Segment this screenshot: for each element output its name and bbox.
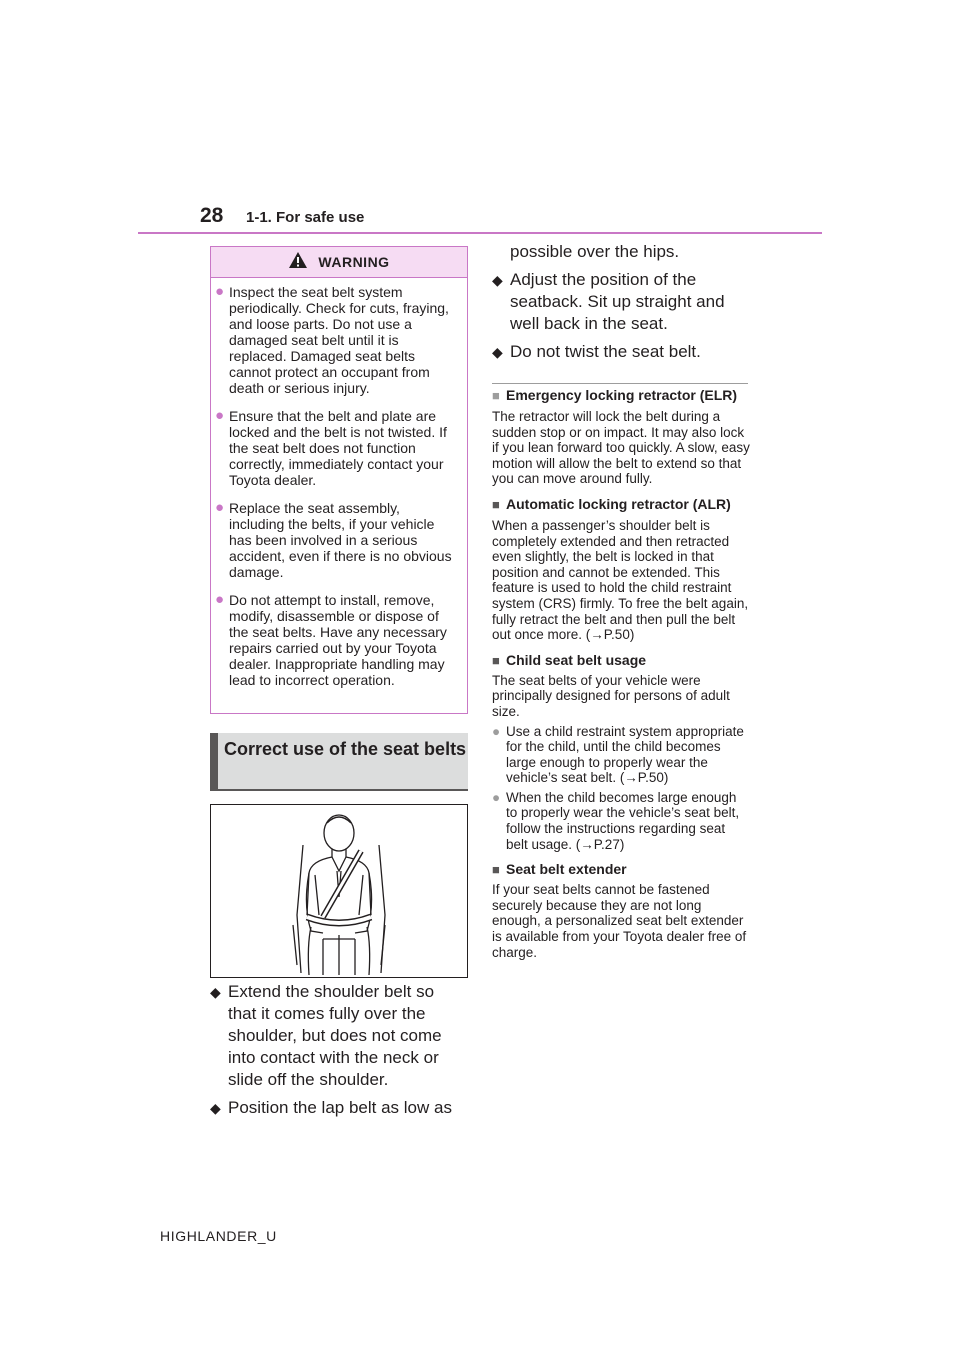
- bullet-dot-icon: ●: [492, 723, 501, 739]
- warning-item: [215, 284, 459, 396]
- section-heading: Correct use of the seat belts: [210, 733, 468, 790]
- square-bullet-icon: ■: [492, 862, 500, 878]
- warning-item: [215, 592, 459, 688]
- diamond-bullet-icon: ◆: [492, 344, 503, 360]
- square-bullet-icon: ■: [492, 388, 500, 403]
- list-item-text: Do not twist the seat belt.: [510, 342, 701, 361]
- warning-item-text: Ensure that the belt and plate are locked and the belt is not twisted. If the seat belt does not function correctly, immediately contact your Toyota dealer.: [229, 408, 447, 488]
- extender-heading: [492, 862, 750, 877]
- left-instruction-list: [210, 981, 466, 1125]
- warning-title: WARNING: [318, 254, 390, 270]
- diamond-bullet-icon: ◆: [492, 272, 503, 288]
- page-number: 28: [200, 204, 224, 227]
- warning-triangle-icon: [288, 251, 308, 274]
- extender-body: If your seat belts cannot be fastened securely because they are not long enough, a personalized seat belt extender is available from your Toyota dealer free of charge.: [492, 882, 747, 960]
- elr-body: The retractor will lock the belt during a sudden stop or on impact. It may also lock if you lean forward too quickly. A slow, easy motion will allow the belt to extend so that you can move around fully.: [492, 409, 750, 487]
- list-item: [210, 981, 466, 1091]
- square-bullet-icon: ■: [492, 496, 500, 512]
- elr-title: Emergency locking retractor (ELR): [506, 387, 738, 403]
- footer-model-code: HIGHLANDER_U: [160, 1228, 277, 1244]
- diamond-bullet-icon: ◆: [210, 984, 221, 1000]
- warning-item: [215, 408, 459, 488]
- seated-person-icon: [211, 805, 467, 977]
- bullet-dot-icon: ●: [215, 407, 225, 424]
- alr-body: When a passenger’s shoulder belt is completely extended and then retracted even slightly, the belt is locked in that position and cannot be extended. This feature is used to hold the child restraint system (CRS) firmly. To free the belt again, fully retract the belt and then pull the belt out once more. (→P.50): [492, 517, 749, 643]
- warning-item: [215, 500, 459, 580]
- section-title: 1-1. For safe use: [246, 209, 365, 226]
- list-item: [492, 269, 748, 335]
- list-item: [492, 724, 750, 786]
- right-instruction-list: [492, 241, 748, 369]
- extender-title: Seat belt extender: [506, 861, 627, 878]
- bullet-dot-icon: ●: [492, 789, 501, 805]
- header-rule: [138, 232, 822, 234]
- list-item: [492, 341, 748, 363]
- square-bullet-icon: ■: [492, 652, 500, 668]
- continued-text: possible over the hips.: [510, 242, 680, 261]
- elr-heading: [492, 388, 750, 403]
- warning-list: [211, 278, 467, 688]
- right-notes: [492, 378, 750, 960]
- bullet-dot-icon: ●: [215, 283, 225, 300]
- warning-header: [211, 247, 467, 278]
- list-item: [210, 1097, 466, 1119]
- child-body: The seat belts of your vehicle were principally designed for persons of adult size.: [492, 672, 730, 719]
- alr-title: Automatic locking retractor (ALR): [506, 495, 731, 512]
- bullet-dot-icon: ●: [215, 591, 225, 608]
- warning-item-text: Do not attempt to install, remove, modify, disassemble or dispose of the seat belts. Have any necessary repairs carried out by your Toyota dealer. Inappropriate handling may lead to incorrect operation.: [229, 592, 447, 688]
- section-heading-rule: [210, 789, 468, 791]
- child-heading: [492, 653, 750, 668]
- list-item-text: Use a child restraint system appropriate for the child, until the child becomes large enough to properly wear the vehicle’s seat belt. (→P.50): [506, 723, 744, 786]
- list-item-text: Extend the shoulder belt so that it comes fully over the shoulder, but does not come into contact with the neck or slide off the shoulder.: [228, 982, 442, 1089]
- alr-heading: [492, 497, 750, 512]
- child-title: Child seat belt usage: [506, 651, 647, 668]
- list-item-text: When the child becomes large enough to properly wear the vehicle’s seat belt, follow the instructions regarding seat belt usage. (→P.27): [506, 789, 740, 852]
- list-item: [492, 790, 750, 852]
- seatbelt-illustration: [210, 804, 468, 978]
- warning-item-text: Inspect the seat belt system periodically. Check for cuts, fraying, and loose parts. Do not use a damaged seat belt until it is replaced. Damaged seat belts cannot protect an occupant from death or serious injury.: [229, 284, 449, 396]
- list-item-text: Position the lap belt as low as: [228, 1098, 452, 1117]
- warning-box: [210, 246, 468, 714]
- warning-item-text: Replace the seat assembly, including the belts, if your vehicle has been involved in a serious accident, even if there is no obvious damage.: [229, 500, 452, 580]
- bullet-dot-icon: ●: [215, 499, 225, 516]
- list-item-text: Adjust the position of the seatback. Sit up straight and well back in the seat.: [510, 270, 725, 333]
- diamond-bullet-icon: ◆: [210, 1100, 221, 1116]
